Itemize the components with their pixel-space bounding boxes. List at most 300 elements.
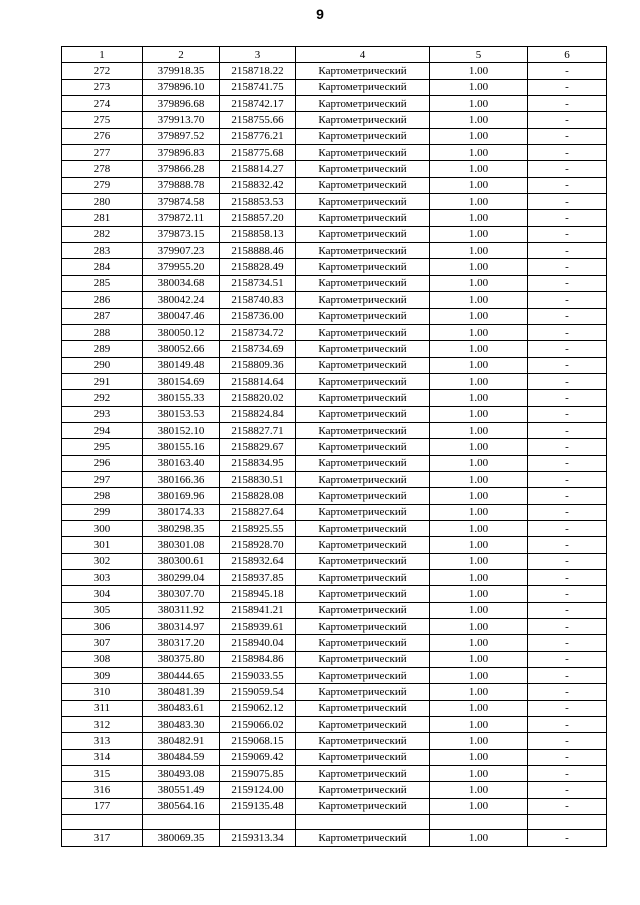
- cell-note: -: [528, 668, 607, 684]
- table-row: [62, 520, 607, 536]
- cell-accuracy: 1.00: [430, 798, 528, 814]
- cell-method: Картометрический: [296, 553, 430, 569]
- cell-y-coordinate: 2158832.42: [220, 177, 296, 193]
- cell-point-number: 177: [62, 798, 143, 814]
- cell-note: -: [528, 586, 607, 602]
- cell-x-coordinate: 380069.35: [143, 830, 220, 846]
- cell-note: -: [528, 145, 607, 161]
- cell-accuracy: 1.00: [430, 766, 528, 782]
- cell-note: -: [528, 798, 607, 814]
- cell-accuracy: 1.00: [430, 684, 528, 700]
- cell-point-number: 281: [62, 210, 143, 226]
- cell-method: Картометрический: [296, 700, 430, 716]
- cell-note: -: [528, 373, 607, 389]
- cell-point-number: 296: [62, 455, 143, 471]
- cell-accuracy: 1.00: [430, 488, 528, 504]
- cell-point-number: 280: [62, 194, 143, 210]
- cell-point-number: 314: [62, 749, 143, 765]
- cell-method: Картометрический: [296, 390, 430, 406]
- cell-y-coordinate: 2159066.02: [220, 717, 296, 733]
- cell-x-coordinate: 380149.48: [143, 357, 220, 373]
- cell-note: -: [528, 292, 607, 308]
- cell-y-coordinate: 2158741.75: [220, 79, 296, 95]
- table-row: [62, 782, 607, 798]
- cell-note: -: [528, 308, 607, 324]
- cell-point-number: 295: [62, 439, 143, 455]
- cell-note: -: [528, 700, 607, 716]
- cell-y-coordinate: 2158828.08: [220, 488, 296, 504]
- cell-accuracy: 1.00: [430, 717, 528, 733]
- cell-note: -: [528, 357, 607, 373]
- cell-method: Картометрический: [296, 684, 430, 700]
- cell-point-number: 297: [62, 471, 143, 487]
- cell-accuracy: 1.00: [430, 537, 528, 553]
- cell-method: Картометрический: [296, 570, 430, 586]
- cell-accuracy: 1.00: [430, 471, 528, 487]
- cell-point-number: 292: [62, 390, 143, 406]
- cell-accuracy: 1.00: [430, 243, 528, 259]
- table-row: [62, 471, 607, 487]
- cell-method: Картометрический: [296, 504, 430, 520]
- cell-x-coordinate: 380034.68: [143, 275, 220, 291]
- cell-point-number: 282: [62, 226, 143, 242]
- cell-x-coordinate: 380052.66: [143, 341, 220, 357]
- cell-accuracy: 1.00: [430, 292, 528, 308]
- table-row: [62, 112, 607, 128]
- cell-point-number: 278: [62, 161, 143, 177]
- cell-accuracy: 1.00: [430, 79, 528, 95]
- cell-x-coordinate: 380483.61: [143, 700, 220, 716]
- page-number: 9: [316, 6, 324, 22]
- cell-note: -: [528, 259, 607, 275]
- cell-x-coordinate: 380483.30: [143, 717, 220, 733]
- coordinates-table: [61, 46, 607, 847]
- cell-x-coordinate: 379913.70: [143, 112, 220, 128]
- table-row: [62, 210, 607, 226]
- cell-x-coordinate: 379897.52: [143, 128, 220, 144]
- table-row: [62, 668, 607, 684]
- cell-x-coordinate: 380153.53: [143, 406, 220, 422]
- cell-accuracy: 1.00: [430, 668, 528, 684]
- cell-method: Картометрический: [296, 798, 430, 814]
- cell-point-number: 312: [62, 717, 143, 733]
- table-row: [62, 128, 607, 144]
- cell-method: Картометрический: [296, 406, 430, 422]
- table-row: [62, 700, 607, 716]
- cell-point-number: 299: [62, 504, 143, 520]
- cell-method: Картометрический: [296, 226, 430, 242]
- cell-accuracy: 1.00: [430, 373, 528, 389]
- cell-method: Картометрический: [296, 537, 430, 553]
- cell-method: Картометрический: [296, 357, 430, 373]
- cell-x-coordinate: 380047.46: [143, 308, 220, 324]
- cell-y-coordinate: 2158776.21: [220, 128, 296, 144]
- cell-x-coordinate: 380493.08: [143, 766, 220, 782]
- cell-x-coordinate: 380166.36: [143, 471, 220, 487]
- cell-note: -: [528, 275, 607, 291]
- cell-note: -: [528, 194, 607, 210]
- cell-note: -: [528, 324, 607, 340]
- cell-accuracy: 1.00: [430, 619, 528, 635]
- cell-point-number: 291: [62, 373, 143, 389]
- table-row: [62, 292, 607, 308]
- cell-y-coordinate: 2159075.85: [220, 766, 296, 782]
- cell-accuracy: 1.00: [430, 830, 528, 846]
- cell-method: Картометрический: [296, 63, 430, 79]
- cell-y-coordinate: 2158820.02: [220, 390, 296, 406]
- cell-point-number: 275: [62, 112, 143, 128]
- header-cell-5: 5: [430, 47, 528, 63]
- header-cell-3: 3: [220, 47, 296, 63]
- cell-point-number: 290: [62, 357, 143, 373]
- table-row: [62, 488, 607, 504]
- cell-accuracy: [430, 815, 528, 830]
- cell-point-number: 272: [62, 63, 143, 79]
- table-row: [62, 96, 607, 112]
- cell-method: Картометрический: [296, 782, 430, 798]
- cell-point-number: 311: [62, 700, 143, 716]
- cell-point-number: 286: [62, 292, 143, 308]
- cell-note: -: [528, 504, 607, 520]
- cell-accuracy: 1.00: [430, 112, 528, 128]
- cell-accuracy: 1.00: [430, 570, 528, 586]
- cell-x-coordinate: 380155.33: [143, 390, 220, 406]
- table-row: [62, 390, 607, 406]
- cell-method: Картометрический: [296, 830, 430, 846]
- cell-accuracy: 1.00: [430, 586, 528, 602]
- cell-x-coordinate: 380298.35: [143, 520, 220, 536]
- cell-method: Картометрический: [296, 668, 430, 684]
- cell-method: Картометрический: [296, 128, 430, 144]
- table-row: [62, 749, 607, 765]
- cell-y-coordinate: 2159062.12: [220, 700, 296, 716]
- cell-note: -: [528, 243, 607, 259]
- cell-accuracy: 1.00: [430, 259, 528, 275]
- cell-note: -: [528, 749, 607, 765]
- cell-note: -: [528, 766, 607, 782]
- cell-point-number: 305: [62, 602, 143, 618]
- cell-method: Картометрический: [296, 79, 430, 95]
- cell-accuracy: 1.00: [430, 324, 528, 340]
- cell-point-number: 317: [62, 830, 143, 846]
- cell-y-coordinate: 2158984.86: [220, 651, 296, 667]
- cell-method: Картометрический: [296, 749, 430, 765]
- cell-x-coordinate: 379866.28: [143, 161, 220, 177]
- cell-method: Картометрический: [296, 308, 430, 324]
- cell-note: -: [528, 684, 607, 700]
- cell-accuracy: 1.00: [430, 733, 528, 749]
- cell-x-coordinate: 380050.12: [143, 324, 220, 340]
- cell-y-coordinate: 2158829.67: [220, 439, 296, 455]
- cell-point-number: 288: [62, 324, 143, 340]
- cell-point-number: 277: [62, 145, 143, 161]
- cell-y-coordinate: 2158755.66: [220, 112, 296, 128]
- cell-method: Картометрический: [296, 145, 430, 161]
- cell-y-coordinate: 2158824.84: [220, 406, 296, 422]
- cell-note: -: [528, 602, 607, 618]
- table-row: [62, 63, 607, 79]
- cell-y-coordinate: 2159135.48: [220, 798, 296, 814]
- cell-accuracy: 1.00: [430, 226, 528, 242]
- cell-y-coordinate: [220, 815, 296, 830]
- cell-y-coordinate: 2158834.95: [220, 455, 296, 471]
- cell-y-coordinate: 2158734.69: [220, 341, 296, 357]
- cell-accuracy: 1.00: [430, 406, 528, 422]
- cell-method: Картометрический: [296, 96, 430, 112]
- cell-method: Картометрический: [296, 422, 430, 438]
- table-row: [62, 79, 607, 95]
- header-cell-6: 6: [528, 47, 607, 63]
- cell-y-coordinate: 2158827.71: [220, 422, 296, 438]
- cell-method: Картометрический: [296, 194, 430, 210]
- cell-method: Картометрический: [296, 766, 430, 782]
- cell-point-number: 298: [62, 488, 143, 504]
- cell-method: Картометрический: [296, 520, 430, 536]
- cell-note: -: [528, 406, 607, 422]
- cell-y-coordinate: 2158828.49: [220, 259, 296, 275]
- cell-y-coordinate: 2158742.17: [220, 96, 296, 112]
- table-row: [62, 684, 607, 700]
- cell-y-coordinate: 2158940.04: [220, 635, 296, 651]
- cell-x-coordinate: 380163.40: [143, 455, 220, 471]
- table-row: [62, 619, 607, 635]
- cell-accuracy: 1.00: [430, 782, 528, 798]
- table-row: [62, 243, 607, 259]
- table-row: [62, 717, 607, 733]
- cell-point-number: 294: [62, 422, 143, 438]
- table-row: [62, 275, 607, 291]
- table-row: [62, 259, 607, 275]
- cell-x-coordinate: 380444.65: [143, 668, 220, 684]
- cell-method: Картометрический: [296, 635, 430, 651]
- cell-x-coordinate: 379918.35: [143, 63, 220, 79]
- cell-x-coordinate: 379873.15: [143, 226, 220, 242]
- cell-accuracy: 1.00: [430, 128, 528, 144]
- cell-y-coordinate: 2158734.72: [220, 324, 296, 340]
- cell-x-coordinate: 380311.92: [143, 602, 220, 618]
- cell-point-number: 287: [62, 308, 143, 324]
- cell-point-number: 309: [62, 668, 143, 684]
- cell-point-number: 306: [62, 619, 143, 635]
- cell-y-coordinate: 2158740.83: [220, 292, 296, 308]
- cell-point-number: 308: [62, 651, 143, 667]
- cell-x-coordinate: 380155.16: [143, 439, 220, 455]
- cell-accuracy: 1.00: [430, 700, 528, 716]
- cell-point-number: 302: [62, 553, 143, 569]
- cell-x-coordinate: 379896.83: [143, 145, 220, 161]
- cell-method: Картометрический: [296, 161, 430, 177]
- cell-note: -: [528, 177, 607, 193]
- cell-note: -: [528, 619, 607, 635]
- cell-x-coordinate: 380174.33: [143, 504, 220, 520]
- cell-method: Картометрический: [296, 471, 430, 487]
- cell-point-number: 276: [62, 128, 143, 144]
- cell-x-coordinate: 380375.80: [143, 651, 220, 667]
- cell-x-coordinate: 379896.68: [143, 96, 220, 112]
- cell-y-coordinate: 2159068.15: [220, 733, 296, 749]
- cell-note: -: [528, 210, 607, 226]
- cell-x-coordinate: 380482.91: [143, 733, 220, 749]
- cell-point-number: 301: [62, 537, 143, 553]
- table-row: [62, 733, 607, 749]
- cell-accuracy: 1.00: [430, 341, 528, 357]
- cell-accuracy: 1.00: [430, 194, 528, 210]
- cell-note: [528, 815, 607, 830]
- table-row: [62, 373, 607, 389]
- cell-accuracy: 1.00: [430, 275, 528, 291]
- cell-accuracy: 1.00: [430, 651, 528, 667]
- cell-method: Картометрический: [296, 602, 430, 618]
- cell-accuracy: 1.00: [430, 308, 528, 324]
- cell-x-coordinate: 380152.10: [143, 422, 220, 438]
- cell-x-coordinate: [143, 815, 220, 830]
- cell-x-coordinate: 380300.61: [143, 553, 220, 569]
- cell-accuracy: 1.00: [430, 422, 528, 438]
- cell-point-number: [62, 815, 143, 830]
- cell-note: -: [528, 422, 607, 438]
- cell-y-coordinate: 2158945.18: [220, 586, 296, 602]
- cell-method: Картометрический: [296, 373, 430, 389]
- cell-method: [296, 815, 430, 830]
- cell-accuracy: 1.00: [430, 63, 528, 79]
- cell-note: -: [528, 439, 607, 455]
- cell-method: Картометрический: [296, 324, 430, 340]
- cell-method: Картометрический: [296, 259, 430, 275]
- table-body: [62, 63, 607, 846]
- table-row: [62, 324, 607, 340]
- cell-y-coordinate: 2158809.36: [220, 357, 296, 373]
- cell-x-coordinate: 379888.78: [143, 177, 220, 193]
- cell-method: Картометрический: [296, 651, 430, 667]
- cell-method: Картометрический: [296, 210, 430, 226]
- cell-note: -: [528, 226, 607, 242]
- cell-y-coordinate: 2158941.21: [220, 602, 296, 618]
- cell-point-number: 289: [62, 341, 143, 357]
- table-row: [62, 357, 607, 373]
- cell-y-coordinate: 2159069.42: [220, 749, 296, 765]
- cell-accuracy: 1.00: [430, 161, 528, 177]
- cell-point-number: 273: [62, 79, 143, 95]
- cell-x-coordinate: 380169.96: [143, 488, 220, 504]
- cell-note: -: [528, 390, 607, 406]
- cell-y-coordinate: 2159313.34: [220, 830, 296, 846]
- table-row: [62, 177, 607, 193]
- table-row: [62, 830, 607, 846]
- table-row: [62, 586, 607, 602]
- table-row: [62, 145, 607, 161]
- cell-note: -: [528, 161, 607, 177]
- table-row: [62, 553, 607, 569]
- cell-y-coordinate: 2158775.68: [220, 145, 296, 161]
- cell-method: Картометрический: [296, 439, 430, 455]
- cell-note: -: [528, 63, 607, 79]
- cell-note: -: [528, 782, 607, 798]
- cell-y-coordinate: 2158932.64: [220, 553, 296, 569]
- table-row: [62, 504, 607, 520]
- cell-x-coordinate: 380551.49: [143, 782, 220, 798]
- cell-method: Картометрический: [296, 733, 430, 749]
- cell-method: Картометрический: [296, 488, 430, 504]
- cell-method: Картометрический: [296, 717, 430, 733]
- cell-accuracy: 1.00: [430, 635, 528, 651]
- cell-point-number: 279: [62, 177, 143, 193]
- cell-accuracy: 1.00: [430, 749, 528, 765]
- cell-x-coordinate: 379896.10: [143, 79, 220, 95]
- cell-point-number: 307: [62, 635, 143, 651]
- header-cell-2: 2: [143, 47, 220, 63]
- cell-method: Картометрический: [296, 275, 430, 291]
- cell-point-number: 274: [62, 96, 143, 112]
- cell-note: -: [528, 570, 607, 586]
- cell-y-coordinate: 2158858.13: [220, 226, 296, 242]
- cell-note: -: [528, 830, 607, 846]
- cell-accuracy: 1.00: [430, 439, 528, 455]
- cell-y-coordinate: 2158925.55: [220, 520, 296, 536]
- cell-y-coordinate: 2158814.64: [220, 373, 296, 389]
- cell-accuracy: 1.00: [430, 210, 528, 226]
- cell-x-coordinate: 380484.59: [143, 749, 220, 765]
- cell-point-number: 300: [62, 520, 143, 536]
- cell-y-coordinate: 2158734.51: [220, 275, 296, 291]
- cell-accuracy: 1.00: [430, 145, 528, 161]
- cell-method: Картометрический: [296, 243, 430, 259]
- table-row: [62, 406, 607, 422]
- table-row: [62, 602, 607, 618]
- cell-note: -: [528, 471, 607, 487]
- table-row: [62, 439, 607, 455]
- cell-x-coordinate: 380154.69: [143, 373, 220, 389]
- cell-note: -: [528, 79, 607, 95]
- cell-x-coordinate: 380564.16: [143, 798, 220, 814]
- cell-y-coordinate: 2158853.53: [220, 194, 296, 210]
- cell-note: -: [528, 96, 607, 112]
- cell-point-number: 310: [62, 684, 143, 700]
- cell-method: Картометрический: [296, 619, 430, 635]
- cell-y-coordinate: 2158830.51: [220, 471, 296, 487]
- cell-y-coordinate: 2158736.00: [220, 308, 296, 324]
- table-row: [62, 635, 607, 651]
- cell-note: -: [528, 341, 607, 357]
- cell-note: -: [528, 488, 607, 504]
- table-row: [62, 194, 607, 210]
- cell-y-coordinate: 2158928.70: [220, 537, 296, 553]
- cell-note: -: [528, 733, 607, 749]
- cell-y-coordinate: 2158937.85: [220, 570, 296, 586]
- cell-note: -: [528, 537, 607, 553]
- cell-method: Картометрический: [296, 455, 430, 471]
- cell-y-coordinate: 2158939.61: [220, 619, 296, 635]
- cell-point-number: 293: [62, 406, 143, 422]
- cell-method: Картометрический: [296, 292, 430, 308]
- cell-point-number: 313: [62, 733, 143, 749]
- cell-y-coordinate: 2158814.27: [220, 161, 296, 177]
- cell-y-coordinate: 2159124.00: [220, 782, 296, 798]
- cell-x-coordinate: 380481.39: [143, 684, 220, 700]
- cell-x-coordinate: 380301.08: [143, 537, 220, 553]
- cell-note: -: [528, 112, 607, 128]
- cell-x-coordinate: 380299.04: [143, 570, 220, 586]
- table-row: [62, 798, 607, 814]
- cell-accuracy: 1.00: [430, 602, 528, 618]
- cell-accuracy: 1.00: [430, 553, 528, 569]
- table-row: [62, 226, 607, 242]
- cell-accuracy: 1.00: [430, 504, 528, 520]
- cell-point-number: 315: [62, 766, 143, 782]
- cell-method: Картометрический: [296, 586, 430, 602]
- cell-x-coordinate: 379872.11: [143, 210, 220, 226]
- cell-accuracy: 1.00: [430, 96, 528, 112]
- header-cell-1: 1: [62, 47, 143, 63]
